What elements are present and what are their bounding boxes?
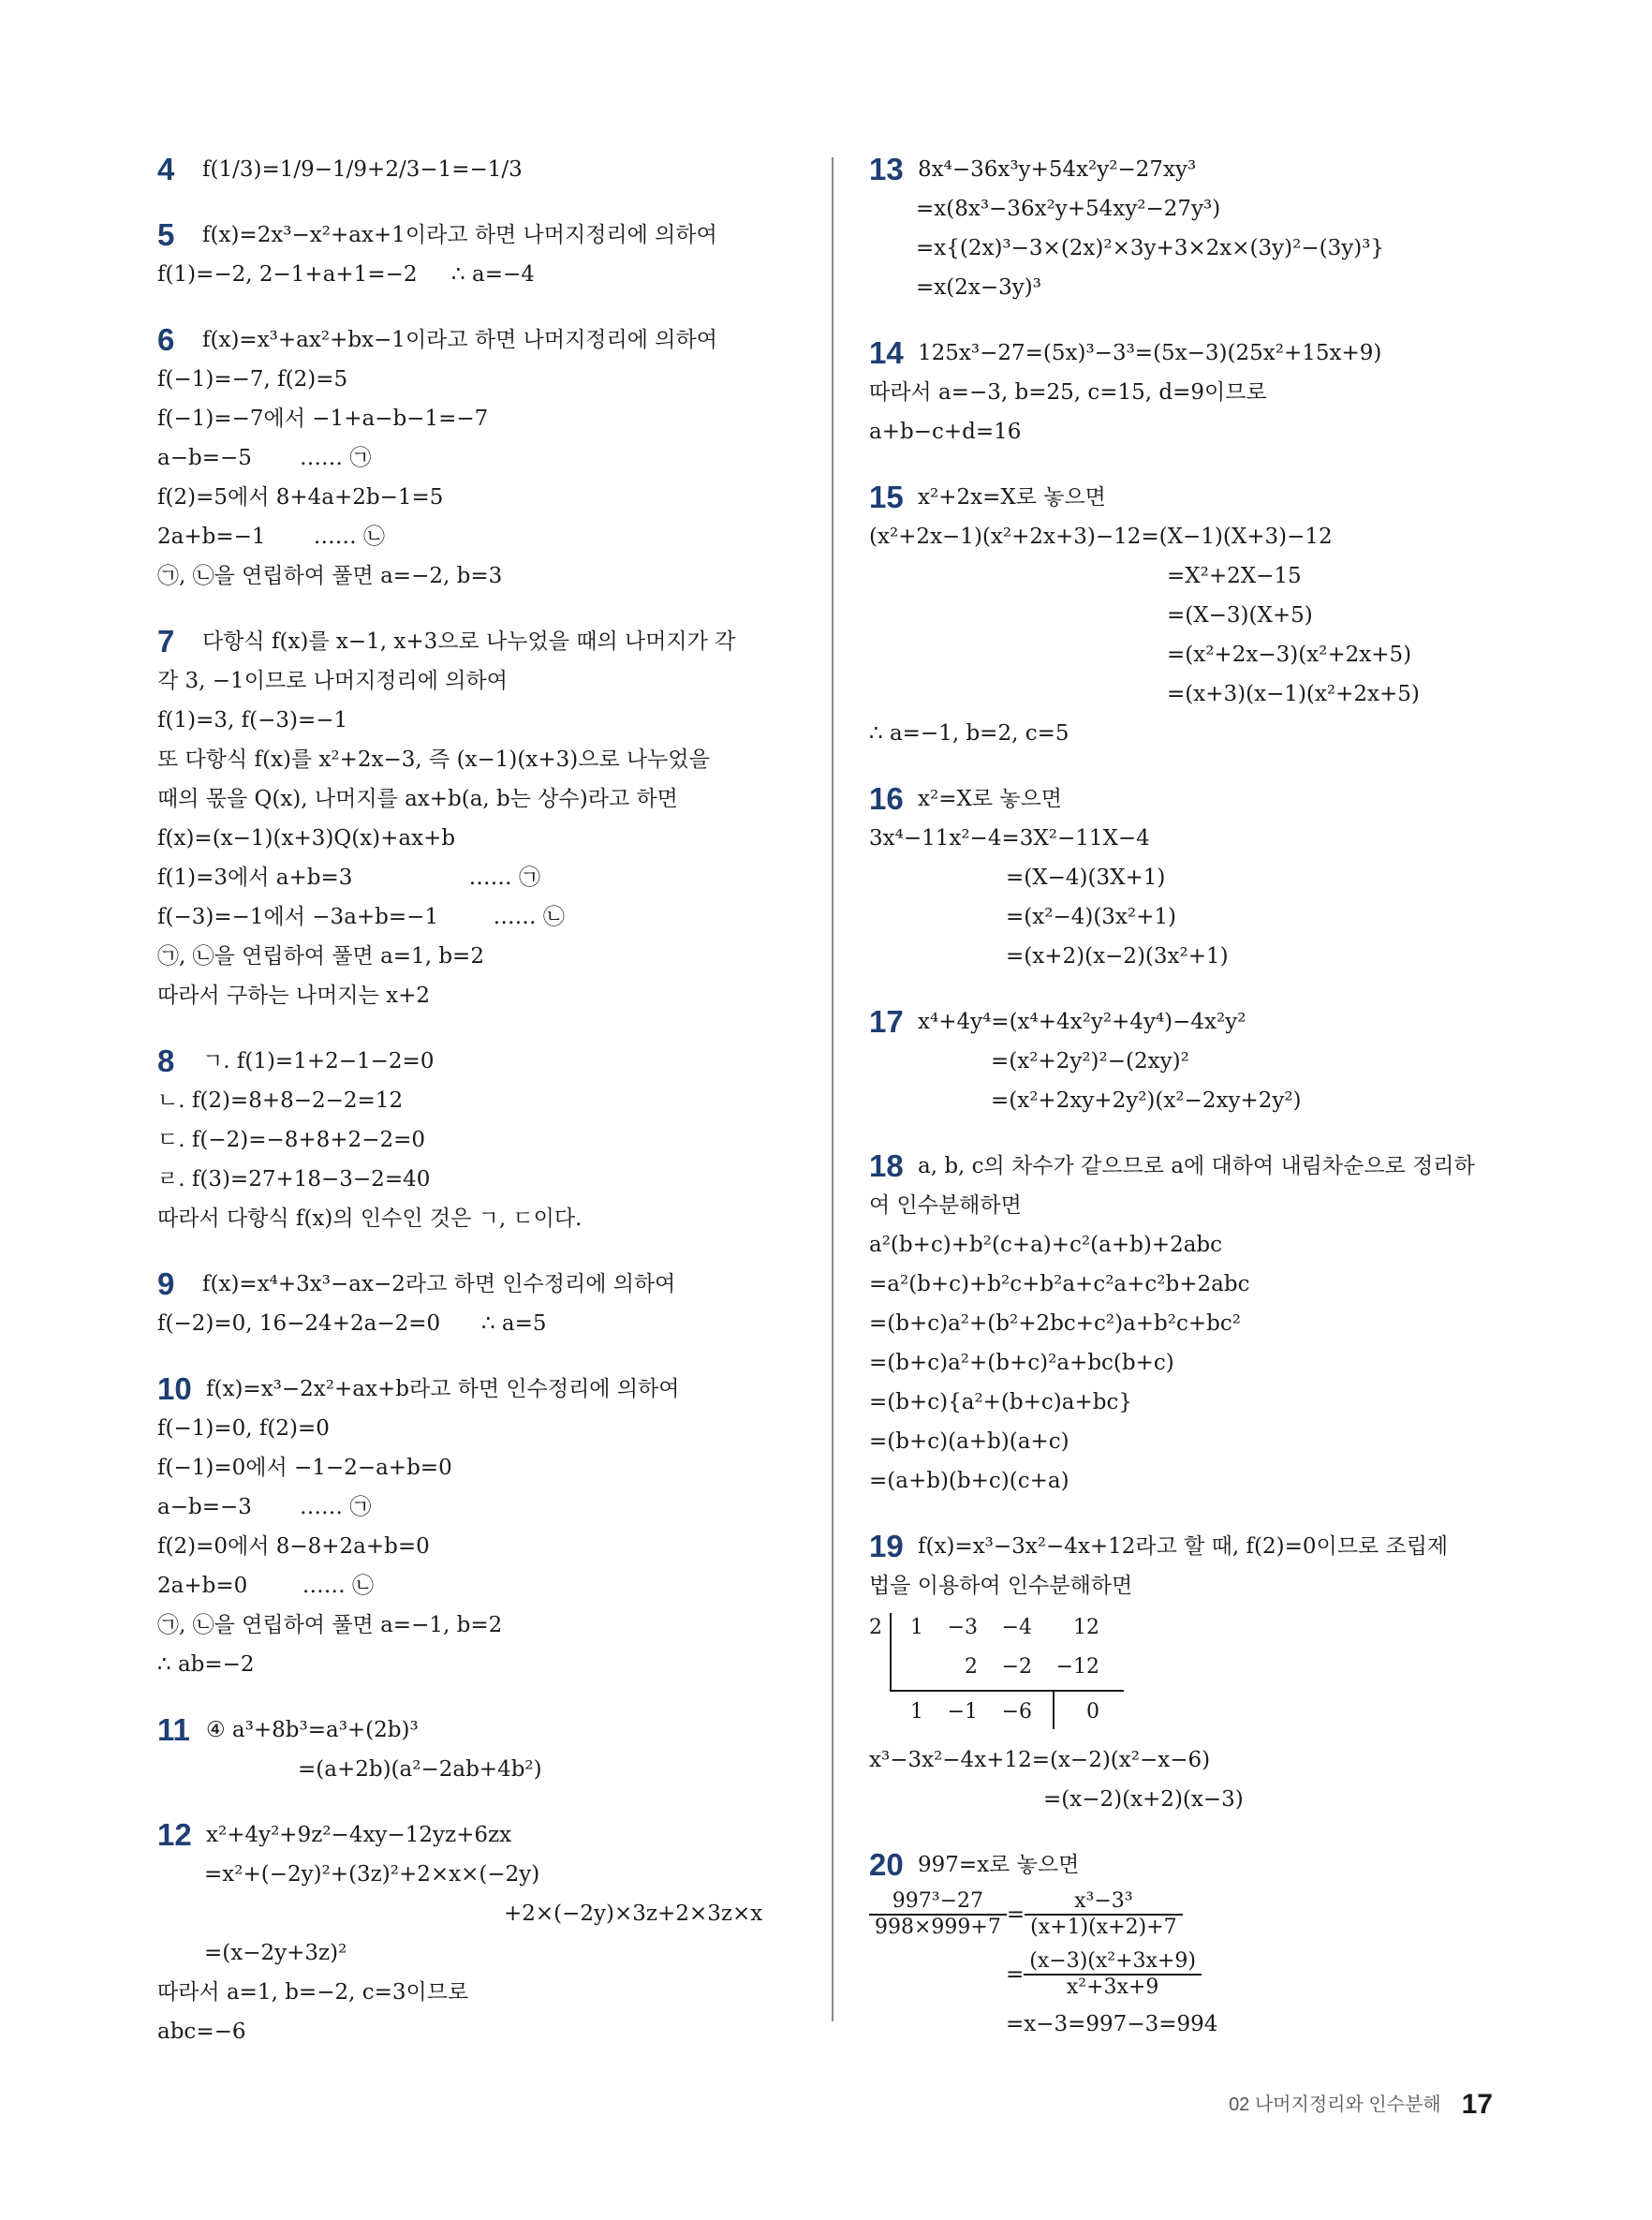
problem-number: 14 xyxy=(869,335,904,370)
solution-line: 125x³−27=(5x)³−3³=(5x−3)(25x²+15x+9) xyxy=(918,341,1382,365)
problem-4 xyxy=(157,150,813,189)
solution-line: 법을 이용하여 인수분해하면 xyxy=(869,1574,1133,1598)
solution-line: 또 다항식 f(x)를 x²+2x−3, 즉 (x−1)(x+3)으로 나누었을 xyxy=(157,747,710,772)
solution-line: x²+2x=X로 놓으면 xyxy=(918,485,1106,510)
solution-line: ㉠, ㉡을 연립하여 풀면 a=1, b=2 xyxy=(157,944,484,969)
solution-line: f(−1)=0에서 −1−2−a+b=0 xyxy=(157,1456,452,1480)
problem-7 xyxy=(157,622,813,1015)
solution-line: f(x)=x⁴+3x³−ax−2라고 하면 인수정리에 의하여 xyxy=(202,1272,676,1296)
solution-line: 2a+b=0 …… ㉡ xyxy=(157,1574,375,1598)
synth-cell: −1 xyxy=(947,1700,978,1724)
solution-line: =(b+c)a²+(b²+2bc+c²)a+b²c+bc² xyxy=(869,1311,1241,1336)
problem-number: 19 xyxy=(869,1529,904,1563)
synth-cell: 0 xyxy=(1086,1700,1099,1724)
solution-line: abc=−6 xyxy=(157,2020,246,2044)
synth-cell: −3 xyxy=(947,1616,978,1639)
solution-line: =x−3=997−3=994 xyxy=(1006,2012,1218,2036)
solution-line: =(x²+2y²)²−(2xy)² xyxy=(991,1049,1189,1073)
problem-number: 7 xyxy=(157,624,175,659)
problem-10 xyxy=(157,1369,813,1684)
page-footer xyxy=(1229,2081,1493,2128)
synth-cell: −2 xyxy=(1001,1655,1032,1679)
problem-18 xyxy=(869,1147,1525,1501)
column-divider xyxy=(832,157,833,2021)
problem-8 xyxy=(157,1042,813,1238)
solution-line: f(1)=3에서 a+b=3 …… ㉠ xyxy=(157,866,540,890)
problem-15 xyxy=(869,478,1525,753)
synth-cell: −4 xyxy=(1001,1616,1032,1639)
denominator: x²+3x+9 xyxy=(1066,1976,1159,1999)
solution-line: f(x)=x³−3x²−4x+12라고 할 때, f(2)=0이므로 조립제 xyxy=(918,1534,1449,1559)
solution-line: ㄷ. f(−2)=−8+8+2−2=0 xyxy=(157,1128,425,1152)
problem-number: 6 xyxy=(157,322,175,357)
solution-line: f(−2)=0, 16−24+2a−2=0 ∴ a=5 xyxy=(157,1311,547,1336)
solution-line: 8x⁴−36x³y+54x²y²−27xy³ xyxy=(918,157,1197,182)
problem-19 xyxy=(869,1527,1525,1819)
problem-16 xyxy=(869,779,1525,976)
solution-line: a−b=−3 …… ㉠ xyxy=(157,1495,372,1519)
solution-line: 997=x로 놓으면 xyxy=(918,1853,1080,1877)
solution-line: 때의 몫을 Q(x), 나머지를 ax+b(a, b는 상수)라고 하면 xyxy=(157,787,678,811)
fraction xyxy=(1025,1889,1182,1940)
left-column xyxy=(157,150,813,2078)
solution-line: ∴ a=−1, b=2, c=5 xyxy=(869,721,1069,746)
problem-number: 12 xyxy=(157,1817,192,1852)
solution-line: ㄴ. f(2)=8+8−2−2=12 xyxy=(157,1088,404,1113)
problem-number: 5 xyxy=(157,217,175,252)
solution-line: f(−3)=−1에서 −3a+b=−1 …… ㉡ xyxy=(157,905,565,929)
numerator: x³−3³ xyxy=(1025,1889,1182,1916)
solution-line: 2a+b=−1 …… ㉡ xyxy=(157,525,386,549)
synth-cell: −6 xyxy=(1001,1700,1032,1724)
synth-cell: 1 xyxy=(910,1616,923,1639)
solution-line: a+b−c+d=16 xyxy=(869,420,1022,444)
solution-line: x²+4y²+9z²−4xy−12yz+6zx xyxy=(206,1823,512,1847)
problem-12 xyxy=(157,1815,813,2051)
numerator: (x−3)(x²+3x+9) xyxy=(1024,1949,1202,1976)
problem-number: 4 xyxy=(157,152,175,186)
solution-line: =x²+(−2y)²+(3z)²+2×x×(−2y) xyxy=(204,1862,540,1887)
problem-9 xyxy=(157,1265,813,1343)
solution-line: f(1)=−2, 2−1+a+1=−2 ∴ a=−4 xyxy=(157,262,535,287)
solution-line: f(x)=x³−2x²+ax+b라고 하면 인수정리에 의하여 xyxy=(206,1377,680,1401)
problem-14 xyxy=(869,333,1525,451)
solution-line: ㉠, ㉡을 연립하여 풀면 a=−2, b=3 xyxy=(157,564,503,588)
solution-line: f(1)=3, f(−3)=−1 xyxy=(157,708,348,733)
solution-line: =(x−2)(x+2)(x−3) xyxy=(1043,1787,1244,1812)
chapter-title: 02 나머지정리와 인수분해 xyxy=(1229,2094,1441,2115)
denominator: 998×999+7 xyxy=(875,1916,1001,1939)
solution-line: 따라서 a=−3, b=25, c=15, d=9이므로 xyxy=(869,380,1267,405)
fraction xyxy=(869,1889,1007,1940)
denominator: (x+1)(x+2)+7 xyxy=(1030,1916,1177,1939)
solution-line: a, b, c의 차수가 같으므로 a에 대하여 내림차순으로 정리하 xyxy=(918,1154,1475,1178)
problem-number: 11 xyxy=(157,1712,190,1747)
problem-number: 20 xyxy=(869,1847,904,1882)
solution-line: =x{(2x)³−3×(2x)²×3y+3×2x×(3y)²−(3y)³} xyxy=(916,236,1385,260)
synth-cell: 2 xyxy=(965,1655,978,1679)
problem-number: 15 xyxy=(869,480,904,514)
synth-cell: 12 xyxy=(1073,1616,1099,1639)
solution-line: a−b=−5 …… ㉠ xyxy=(157,446,372,470)
solution-line: 따라서 구하는 나머지는 x+2 xyxy=(157,984,430,1008)
solution-line: x³−3x²−4x+12=(x−2)(x²−x−6) xyxy=(869,1748,1211,1772)
solution-line: =(b+c){a²+(b+c)a+bc} xyxy=(869,1390,1132,1414)
solution-line: 3x⁴−11x²−4=3X²−11X−4 xyxy=(869,826,1150,851)
problem-number: 16 xyxy=(869,781,904,816)
fraction-line xyxy=(869,1885,1525,1945)
solution-line: =(x²−4)(3x²+1) xyxy=(1006,905,1176,929)
problem-20 xyxy=(869,1845,1525,2044)
solution-line: f(−1)=0, f(2)=0 xyxy=(157,1416,330,1441)
equals-sign: = xyxy=(1006,1902,1025,1927)
numerator: 997³−27 xyxy=(869,1889,1007,1916)
solution-line: f(x)=x³+ax²+bx−1이라고 하면 나머지정리에 의하여 xyxy=(202,328,717,352)
problem-number: 9 xyxy=(157,1266,175,1301)
solution-line: =(a+b)(b+c)(c+a) xyxy=(869,1469,1069,1493)
solution-line: =x(8x³−36x²y+54xy²−27y³) xyxy=(916,197,1221,221)
solution-line: =(x−2y+3z)² xyxy=(204,1941,347,1965)
problem-11 xyxy=(157,1710,813,1789)
solution-line: 여 인수분해하면 xyxy=(869,1193,1022,1218)
solution-line: f(1/3)=1/9−1/9+2/3−1=−1/3 xyxy=(202,157,523,182)
solution-line: f(−1)=−7에서 −1+a−b−1=−7 xyxy=(157,407,489,431)
solution-line: =(a+2b)(a²−2ab+4b²) xyxy=(298,1757,542,1782)
synthetic-division xyxy=(869,1609,1122,1733)
synth-horizontal-bar xyxy=(890,1690,1124,1692)
synth-divisor: 2 xyxy=(869,1616,882,1639)
solution-line: ④ a³+8b³=a³+(2b)³ xyxy=(206,1718,419,1742)
problem-6 xyxy=(157,320,813,596)
synth-cell: −12 xyxy=(1055,1655,1099,1679)
solution-line: =(x²+2xy+2y²)(x²−2xy+2y²) xyxy=(991,1088,1302,1113)
solution-line: f(2)=0에서 8−8+2a+b=0 xyxy=(157,1534,430,1559)
solution-line: f(2)=5에서 8+4a+2b−1=5 xyxy=(157,485,444,510)
problem-number: 8 xyxy=(157,1043,175,1078)
solution-line: =a²(b+c)+b²c+b²a+c²a+c²b+2abc xyxy=(869,1272,1250,1296)
solution-line: (x²+2x−1)(x²+2x+3)−12=(X−1)(X+3)−12 xyxy=(869,525,1333,549)
solution-line: =(b+c)a²+(b+c)²a+bc(b+c) xyxy=(869,1351,1174,1375)
synth-cell: 1 xyxy=(910,1700,923,1724)
solution-line: ㄱ. f(1)=1+2−1−2=0 xyxy=(202,1049,435,1073)
solution-line: f(−1)=−7, f(2)=5 xyxy=(157,367,348,392)
solution-line: =(x+3)(x−1)(x²+2x+5) xyxy=(1167,682,1420,706)
solution-line: =(x+2)(x−2)(3x²+1) xyxy=(1006,944,1229,969)
problem-number: 18 xyxy=(869,1148,904,1183)
solution-line: ㄹ. f(3)=27+18−3−2=40 xyxy=(157,1167,431,1191)
problem-17 xyxy=(869,1002,1525,1120)
solution-line: =(x²+2x−3)(x²+2x+5) xyxy=(1167,643,1412,667)
problem-5 xyxy=(157,215,813,294)
problem-number: 17 xyxy=(869,1004,904,1039)
right-column xyxy=(869,150,1525,2070)
fraction xyxy=(1024,1949,1202,2000)
page-number: 17 xyxy=(1461,2089,1493,2120)
solution-line: f(x)=(x−1)(x+3)Q(x)+ax+b xyxy=(157,826,456,851)
problem-number: 13 xyxy=(869,152,904,186)
solution-line: 따라서 a=1, b=−2, c=3이므로 xyxy=(157,1980,469,2005)
solution-line: =X²+2X−15 xyxy=(1167,564,1302,588)
problem-number: 10 xyxy=(157,1371,192,1406)
solution-line: ∴ ab=−2 xyxy=(157,1652,255,1677)
solution-line: =(b+c)(a+b)(a+c) xyxy=(869,1429,1069,1454)
solution-line: a²(b+c)+b²(c+a)+c²(a+b)+2abc xyxy=(869,1233,1223,1257)
solution-line: +2×(−2y)×3z+2×3z×x xyxy=(504,1902,763,1926)
fraction-line xyxy=(869,1945,1525,2005)
solution-line: =x(2x−3y)³ xyxy=(916,275,1041,300)
solution-line: =(X−3)(X+5) xyxy=(1167,603,1313,628)
solution-line: x²=X로 놓으면 xyxy=(918,787,1063,811)
solution-line: 다항식 f(x)를 x−1, x+3으로 나누었을 때의 나머지가 각 xyxy=(202,629,736,654)
problem-13 xyxy=(869,150,1525,307)
solution-line: 따라서 다항식 f(x)의 인수인 것은 ㄱ, ㄷ이다. xyxy=(157,1206,583,1231)
solution-line: 각 3, −1이므로 나머지정리에 의하여 xyxy=(157,669,508,693)
equals-sign: = xyxy=(1006,1962,1025,1987)
solution-line: f(x)=2x³−x²+ax+1이라고 하면 나머지정리에 의하여 xyxy=(202,223,717,247)
solution-line: ㉠, ㉡을 연립하여 풀면 a=−1, b=2 xyxy=(157,1613,503,1637)
solution-line: =(X−4)(3X+1) xyxy=(1006,866,1166,890)
solution-line: x⁴+4y⁴=(x⁴+4x²y²+4y⁴)−4x²y² xyxy=(918,1010,1246,1034)
